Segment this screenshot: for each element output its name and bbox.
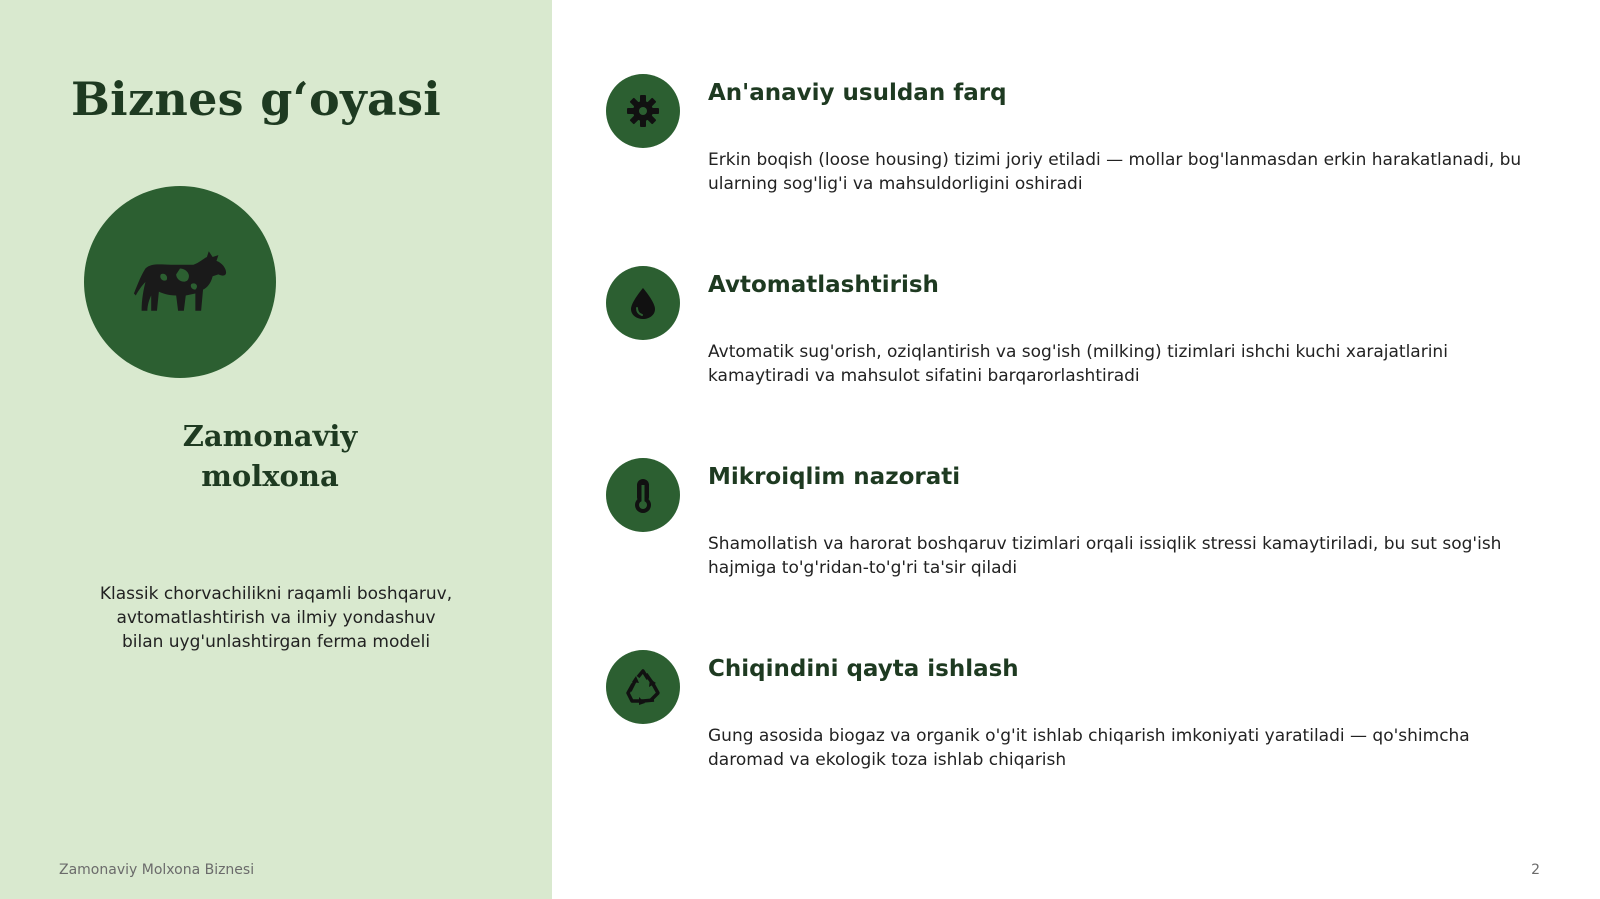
feature-icon-circle bbox=[606, 266, 680, 340]
feature-title: Avtomatlashtirish bbox=[708, 272, 939, 298]
page-number: 2 bbox=[1531, 862, 1540, 878]
footer-text: Zamonaviy Molxona Biznesi bbox=[59, 862, 255, 878]
feature-item-microclimate bbox=[606, 458, 1546, 608]
feature-description: Gung asosida biogaz va organik o'g'it ishlab chiqarish imkoniyati yaratiladi — qo'shimcha daromad va ekologik toza ishlab chiqarish bbox=[708, 726, 1470, 770]
feature-item-automation bbox=[606, 266, 1546, 416]
feature-icon-circle bbox=[606, 74, 680, 148]
cow-icon bbox=[132, 247, 228, 317]
left-panel bbox=[0, 0, 552, 899]
gear-icon bbox=[623, 91, 663, 131]
feature-icon-circle bbox=[606, 458, 680, 532]
feature-description: Avtomatik sug'orish, oziqlantirish va sog'ish (milking) tizimlari ishchi kuchi xarajatlarini kamaytiradi va mahsulot sifatini barqarorlashtiradi bbox=[708, 342, 1448, 386]
feature-title: Chiqindini qayta ishlash bbox=[708, 656, 1019, 682]
thermometer-icon bbox=[623, 475, 663, 515]
droplet-icon bbox=[623, 283, 663, 323]
recycle-icon bbox=[623, 667, 663, 707]
feature-title: An'anaviy usuldan farq bbox=[708, 80, 1007, 106]
feature-item-recycling bbox=[606, 650, 1546, 800]
slide-title: Biznes g‘oyasi bbox=[71, 72, 442, 126]
hero-description: Klassik chorvachilikni raqamli boshqaruv, avtomatlashtirish va ilmiy yondashuv bilan uyg'unlashtirgan ferma modeli bbox=[99, 584, 453, 652]
feature-description: Shamollatish va harorat boshqaruv tizimlari orqali issiqlik stressi kamaytiriladi, bu sut sog'ish hajmiga to'g'ridan-to'g'ri ta'sir qiladi bbox=[708, 534, 1502, 578]
feature-item-difference bbox=[606, 74, 1546, 224]
feature-icon-circle bbox=[606, 650, 680, 724]
feature-title: Mikroiqlim nazorati bbox=[708, 464, 961, 490]
hero-icon-circle bbox=[84, 186, 276, 378]
hero-heading: Zamonaviy molxona bbox=[182, 419, 358, 493]
feature-description: Erkin boqish (loose housing) tizimi joriy etiladi — mollar bog'lanmasdan erkin harakatlanadi, bu ularning sog'lig'i va mahsuldorligini oshiradi bbox=[708, 150, 1522, 194]
